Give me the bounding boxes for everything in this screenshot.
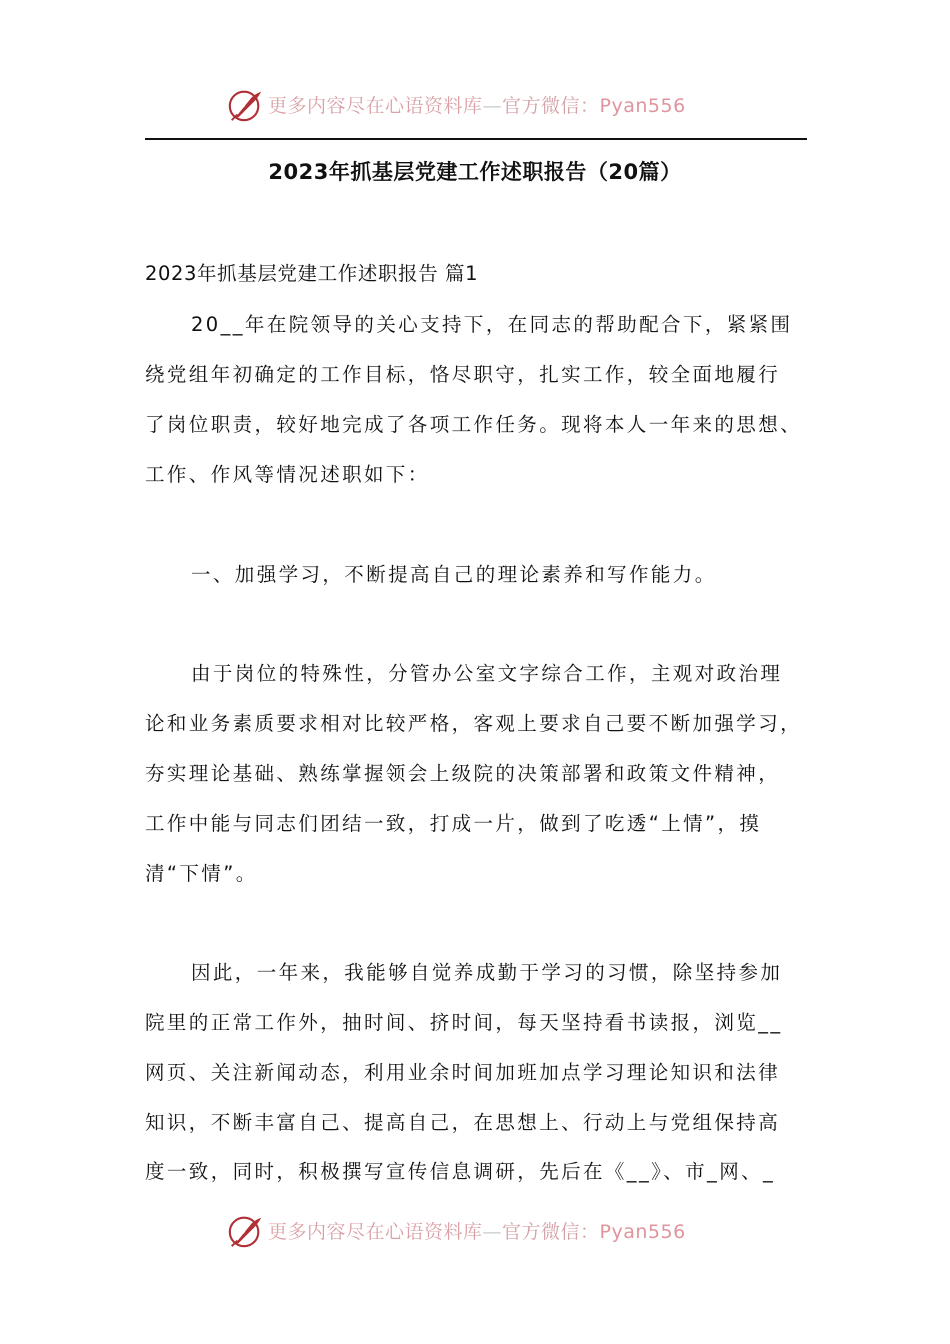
paragraph-line: 了岗位职责，较好地完成了各项工作任务。现将本人一年来的思想、 [145, 413, 803, 436]
footer-banner [0, 1206, 950, 1256]
banner-wechat-label: 官方微信： [502, 1221, 600, 1243]
banner-separator: — [482, 95, 503, 117]
quill-logo-icon [226, 1212, 264, 1250]
section-heading: 2023年抓基层党建工作述职报告 篇1 [145, 262, 479, 285]
paragraph-line: 绕党组年初确定的工作目标，恪尽职守，扎实工作，较全面地履行 [145, 363, 781, 386]
banner-site-name: 更多内容尽在心语资料库 [268, 1221, 483, 1243]
paragraph-line: 知识，不断丰富自己、提高自己，在思想上、行动上与党组保持高 [145, 1111, 781, 1134]
paragraph-line: 由于岗位的特殊性，分管办公室文字综合工作，主观对政治理 [191, 662, 783, 685]
paragraph-line: 院里的正常工作外，抽时间、挤时间，每天坚持看书读报，浏览__ [145, 1011, 783, 1034]
paragraph-line: 因此，一年来，我能够自觉养成勤于学习的习惯，除坚持参加 [191, 961, 783, 984]
banner-separator: — [482, 1221, 503, 1243]
document-title: 2023年抓基层党建工作述职报告（20篇） [268, 160, 682, 184]
section-heading-1: 一、加强学习，不断提高自己的理论素养和写作能力。 [191, 563, 717, 586]
paragraph-line: 度一致，同时，积极撰写宣传信息调研，先后在《__》、市_网、_ [145, 1160, 776, 1183]
paragraph-line: 网页、关注新闻动态，利用业余时间加班加点学习理论知识和法律 [145, 1061, 781, 1084]
banner-wechat-label: 官方微信： [502, 95, 600, 117]
paragraph-line: 工作中能与同志们团结一致，打成一片，做到了吃透“上情”，摸 [145, 812, 762, 835]
paragraph-line: 20__年在院领导的关心支持下，在同志的帮助配合下，紧紧围 [191, 313, 793, 336]
banner-text [268, 91, 686, 118]
banner-wechat-id: Pyan556 [599, 1221, 686, 1243]
paragraph-line: 夯实理论基础、熟练掌握领会上级院的决策部署和政策文件精神， [145, 762, 781, 785]
header-banner [0, 80, 950, 130]
paragraph-line: 工作、作风等情况述职如下： [145, 463, 430, 486]
quill-logo-icon [226, 86, 264, 124]
banner-text [268, 1217, 686, 1244]
header-rule [145, 138, 807, 140]
paragraph-line: 清“下情”。 [145, 862, 258, 885]
paragraph-line: 论和业务素质要求相对比较严格，客观上要求自己要不断加强学习， [145, 712, 803, 735]
banner-wechat-id: Pyan556 [599, 95, 686, 117]
banner-site-name: 更多内容尽在心语资料库 [268, 95, 483, 117]
